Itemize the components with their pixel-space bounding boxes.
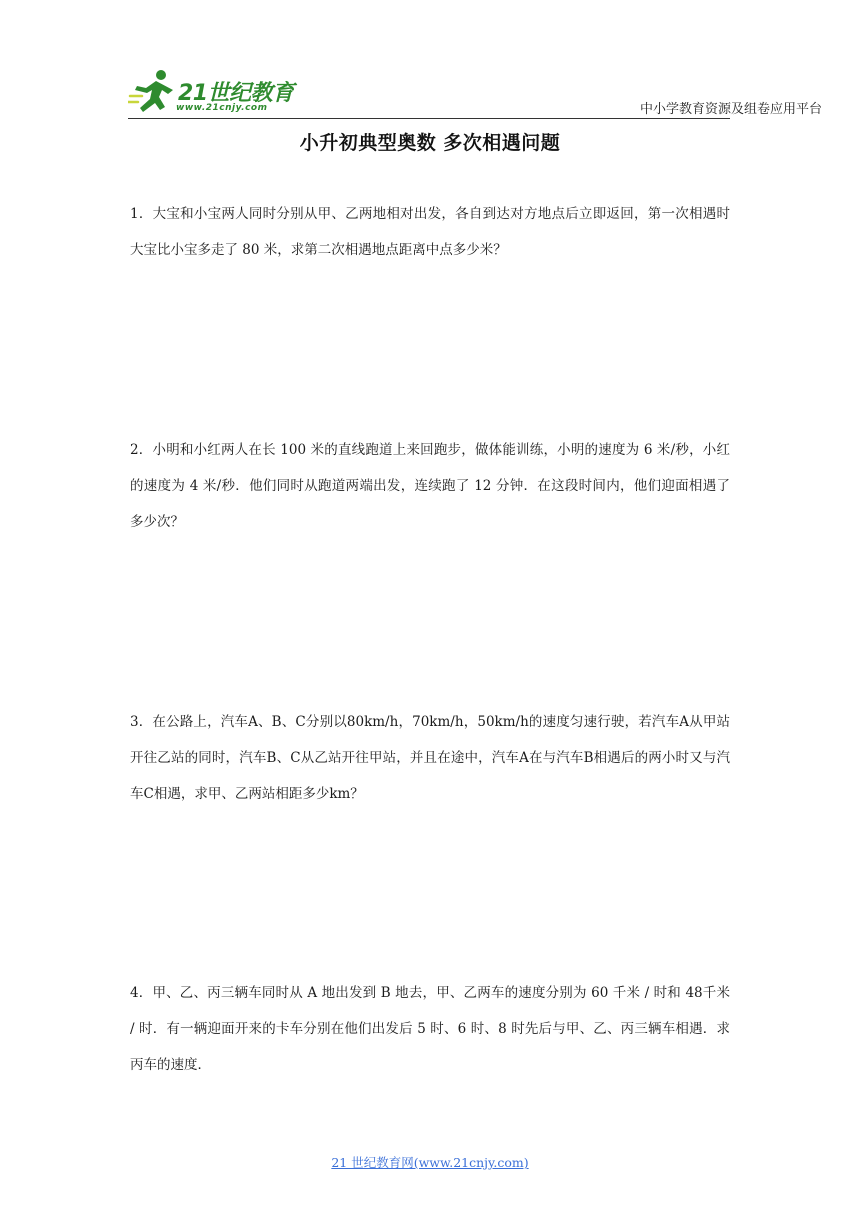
problem-1: 1．大宝和小宝两人同时分别从甲、乙两地相对出发，各自到达对方地点后立即返回，第一次相遇时大宝比小宝多走了 80 米，求第二次相遇地点距离中点多少米？ [130, 206, 730, 258]
logo-url: www.21cnjy.com [176, 103, 268, 113]
header-divider [128, 118, 730, 119]
problem-3: 3．在公路上，汽车A、B、C分别以80km/h，70km/h，50km/h的速度匀速行驶，若汽车A从甲站开往乙站的同时，汽车B、C从乙站开往甲站，并且在途中，汽车A在与汽车B相遇后的两小时又与汽车C相遇，求甲、乙两站相距多少km？ [130, 714, 730, 802]
page-title: 小升初典型奥数 多次相遇问题 [299, 132, 561, 154]
platform-name: 中小学教育资源及组卷应用平台 [639, 102, 822, 117]
page-header [0, 0, 860, 125]
runner-icon [128, 66, 180, 118]
problem-2: 2．小明和小红两人在长 100 米的直线跑道上来回跑步，做体能训练，小明的速度为 6 米/秒，小红的速度为 4 米/秒．他们同时从跑道两端出发，连续跑了 12 分钟．在这段时间内，他们迎面相遇了多少次？ [130, 442, 730, 530]
problem-4: 4．甲、乙、丙三辆车同时从 A 地出发到 B 地去，甲、乙两车的速度分别为 60 千米 / 时和 48千米 / 时．有一辆迎面开来的卡车分别在他们出发后 5 时、6 时、8 时先后与甲、乙、丙三辆车相遇．求丙车的速度． [130, 985, 730, 1073]
brand-logo [128, 66, 303, 118]
footer-link[interactable]: 21 世纪教育网(www.21cnjy.com) [331, 1155, 529, 1170]
logo-wordmark: 21世纪教育 [178, 81, 294, 106]
